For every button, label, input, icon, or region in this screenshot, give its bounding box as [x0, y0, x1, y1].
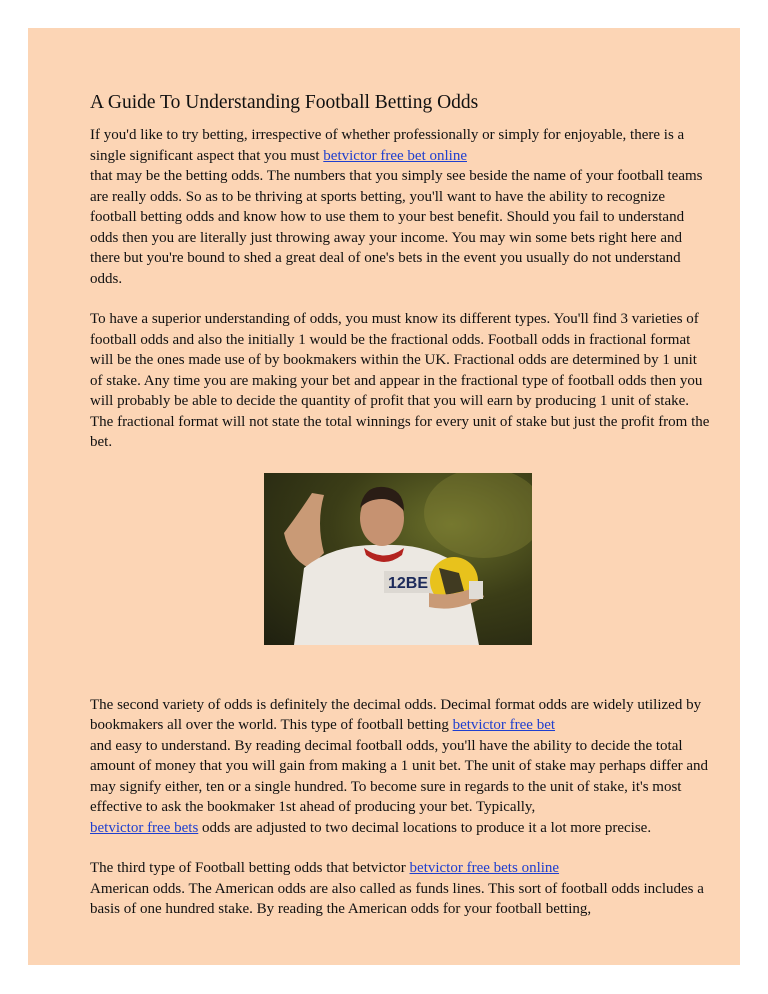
betvictor-free-bets-link[interactable]: betvictor free bets [90, 819, 199, 836]
paragraph-3 [90, 695, 710, 839]
paragraph-1 [90, 125, 710, 289]
paragraph-1-text-end: that may be the betting odds. The numbers that you simply see beside the name of your football teams are really odds. So as to be thriving at sports betting, you'll want to have the ability to recognize football betting odds and know how to use them to your best benefit. Should you fail to understand odds then you are literally just throwing away your income. You may win some bets right here and there but you're bound to shed a great deal of one's bets in the event you usually do not understand odds. [90, 168, 703, 287]
football-player-photo [264, 473, 532, 645]
betvictor-free-bet-online-link[interactable]: betvictor free bet online [323, 147, 467, 164]
paragraph-1-text-start: If you'd like to try betting, irrespective of whether professionally or simply for enjoyable, there is a single significant aspect that you must [90, 127, 685, 164]
paragraph-2: To have a superior understanding of odds, you must know its different types. You'll find 3 varieties of football odds and also the initially 1 would be the fractional odds. Football odds in fractional format will be the ones made use of by bookmakers within the UK. Fractional odds are determined by 1 unit of stake. Any time you are making your bet and appear in the fractional type of football odds then you will probably be able to decide the quantity of profit that you will earn by producing 1 unit of stake. The fractional format will not state the total winnings for every unit of stake but just the profit from the bet. [90, 311, 710, 450]
betvictor-free-bet-link[interactable]: betvictor free bet [452, 717, 556, 733]
paragraph-3-text-start: The second variety of odds is definitely the decimal odds. Decimal format odds are widely utilized by bookmakers all over the world. This type of football betting [90, 696, 702, 733]
betvictor-free-bets-online-link[interactable]: betvictor free bets online [409, 860, 560, 876]
paragraph-3-text-end: odds are adjusted to two decimal locations to produce it a lot more precise. [198, 819, 652, 836]
document-title: A Guide To Understanding Football Betting Odds [90, 92, 479, 113]
document-content [90, 91, 710, 940]
svg-text:12BE: 12BE [388, 574, 429, 592]
paragraph-3-text-middle: and easy to understand. By reading decimal football odds, you'll have the ability to decide the total amount of money that you will gain from making a 1 unit bet. The unit of stake may perhaps differ and may signify either, ten or a single hundred. To become sure in regards to the unit of stake, it's most effective to ask the bookmaker 1st ahead of producing your bet. Typically, [90, 737, 709, 815]
paragraph-4-text-start: The third type of Football betting odds that betvictor [90, 860, 410, 876]
paragraph-4 [90, 858, 710, 920]
paragraph-4-text-end: American odds. The American odds are also called as funds lines. This sort of football odds includes a basis of one hundred stake. By reading the American odds for your football betting, [90, 880, 704, 917]
football-player-image [264, 473, 532, 645]
document-page [28, 28, 740, 965]
